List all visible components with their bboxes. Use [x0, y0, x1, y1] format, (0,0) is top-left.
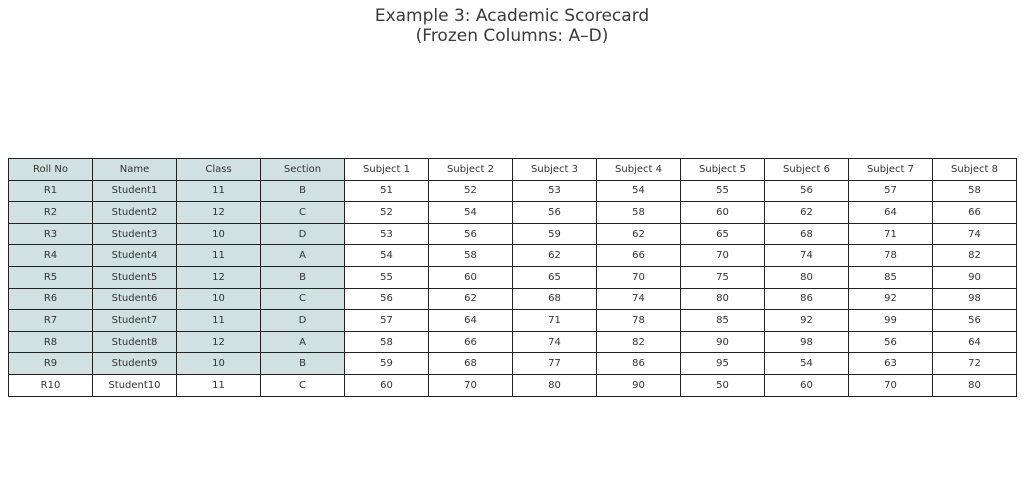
table-cell-subject-5: 95 [681, 353, 765, 375]
table-cell-subject-2: 52 [429, 180, 513, 202]
table-cell-class: 12 [177, 266, 261, 288]
column-header-subject-7: Subject 7 [849, 159, 933, 181]
chart-title-line-2: (Frozen Columns: A–D) [415, 26, 609, 46]
table-cell-subject-8: 82 [933, 245, 1017, 267]
table-cell-subject-7: 78 [849, 245, 933, 267]
table-cell-subject-8: 80 [933, 374, 1017, 396]
column-header-subject-1: Subject 1 [345, 159, 429, 181]
table-cell-roll-no: R2 [9, 202, 93, 224]
table-cell-subject-7: 70 [849, 374, 933, 396]
table-cell-subject-5: 90 [681, 331, 765, 353]
table-cell-name: Student5 [93, 266, 177, 288]
table-cell-subject-4: 54 [597, 180, 681, 202]
table-cell-subject-2: 60 [429, 266, 513, 288]
table-cell-subject-3: 80 [513, 374, 597, 396]
table-cell-subject-3: 53 [513, 180, 597, 202]
table-cell-subject-5: 80 [681, 288, 765, 310]
table-cell-subject-1: 55 [345, 266, 429, 288]
table-row [9, 266, 1017, 288]
table-cell-subject-3: 77 [513, 353, 597, 375]
table-cell-subject-2: 68 [429, 353, 513, 375]
table-cell-subject-4: 86 [597, 353, 681, 375]
table-row [9, 245, 1017, 267]
table-row [9, 353, 1017, 375]
header-row [9, 159, 1017, 181]
table-cell-subject-2: 64 [429, 310, 513, 332]
table-row [9, 374, 1017, 396]
table-cell-roll-no: R6 [9, 288, 93, 310]
table-cell-subject-7: 63 [849, 353, 933, 375]
scorecard-header [9, 159, 1017, 181]
column-header-subject-5: Subject 5 [681, 159, 765, 181]
table-cell-subject-2: 58 [429, 245, 513, 267]
table-cell-name: Student8 [93, 331, 177, 353]
table-cell-section: C [261, 288, 345, 310]
table-cell-subject-1: 57 [345, 310, 429, 332]
table-cell-subject-6: 86 [765, 288, 849, 310]
table-cell-section: C [261, 202, 345, 224]
column-header-roll-no: Roll No [9, 159, 93, 181]
table-cell-roll-no: R3 [9, 223, 93, 245]
table-cell-subject-2: 56 [429, 223, 513, 245]
table-cell-roll-no: R9 [9, 353, 93, 375]
table-cell-roll-no: R1 [9, 180, 93, 202]
table-cell-subject-6: 92 [765, 310, 849, 332]
table-cell-subject-3: 62 [513, 245, 597, 267]
table-cell-section: A [261, 245, 345, 267]
table-cell-subject-2: 66 [429, 331, 513, 353]
scorecard-table [8, 158, 1017, 397]
column-header-class: Class [177, 159, 261, 181]
table-cell-subject-3: 65 [513, 266, 597, 288]
scorecard-body [9, 180, 1017, 396]
table-row [9, 223, 1017, 245]
table-cell-roll-no: R7 [9, 310, 93, 332]
table-cell-subject-6: 62 [765, 202, 849, 224]
table-cell-subject-1: 51 [345, 180, 429, 202]
table-cell-name: Student6 [93, 288, 177, 310]
table-cell-subject-8: 56 [933, 310, 1017, 332]
table-cell-subject-4: 74 [597, 288, 681, 310]
table-cell-section: D [261, 223, 345, 245]
table-cell-name: Student4 [93, 245, 177, 267]
table-cell-class: 11 [177, 245, 261, 267]
table-cell-subject-8: 74 [933, 223, 1017, 245]
table-cell-name: Student2 [93, 202, 177, 224]
table-row [9, 180, 1017, 202]
table-cell-roll-no: R5 [9, 266, 93, 288]
column-header-name: Name [93, 159, 177, 181]
table-cell-subject-7: 56 [849, 331, 933, 353]
table-cell-subject-3: 68 [513, 288, 597, 310]
table-row [9, 288, 1017, 310]
table-cell-subject-4: 62 [597, 223, 681, 245]
chart-title-line-1: Example 3: Academic Scorecard [374, 6, 650, 26]
table-cell-name: Student9 [93, 353, 177, 375]
column-header-subject-6: Subject 6 [765, 159, 849, 181]
column-header-section: Section [261, 159, 345, 181]
table-cell-name: Student7 [93, 310, 177, 332]
table-cell-subject-5: 70 [681, 245, 765, 267]
table-cell-subject-3: 56 [513, 202, 597, 224]
table-cell-subject-6: 74 [765, 245, 849, 267]
table-cell-subject-7: 71 [849, 223, 933, 245]
table-cell-subject-4: 58 [597, 202, 681, 224]
table-cell-subject-1: 56 [345, 288, 429, 310]
table-cell-roll-no: R4 [9, 245, 93, 267]
table-cell-subject-3: 74 [513, 331, 597, 353]
table-cell-section: B [261, 266, 345, 288]
table-cell-subject-2: 62 [429, 288, 513, 310]
table-cell-section: B [261, 353, 345, 375]
table-cell-class: 10 [177, 288, 261, 310]
table-cell-subject-7: 99 [849, 310, 933, 332]
table-cell-subject-6: 80 [765, 266, 849, 288]
table-cell-subject-8: 58 [933, 180, 1017, 202]
table-cell-subject-7: 64 [849, 202, 933, 224]
table-cell-subject-2: 54 [429, 202, 513, 224]
chart-title [0, 6, 1024, 46]
table-cell-subject-5: 65 [681, 223, 765, 245]
table-cell-roll-no: R8 [9, 331, 93, 353]
table-cell-name: Student1 [93, 180, 177, 202]
table-cell-subject-6: 54 [765, 353, 849, 375]
table-cell-subject-4: 70 [597, 266, 681, 288]
table-cell-section: A [261, 331, 345, 353]
table-cell-section: C [261, 374, 345, 396]
table-cell-class: 10 [177, 223, 261, 245]
table-cell-class: 11 [177, 310, 261, 332]
table-cell-subject-4: 66 [597, 245, 681, 267]
table-cell-subject-3: 59 [513, 223, 597, 245]
table-cell-subject-4: 90 [597, 374, 681, 396]
table-cell-section: D [261, 310, 345, 332]
table-cell-subject-1: 59 [345, 353, 429, 375]
table-row [9, 310, 1017, 332]
table-cell-subject-5: 55 [681, 180, 765, 202]
table-cell-subject-8: 90 [933, 266, 1017, 288]
table-cell-subject-8: 72 [933, 353, 1017, 375]
table-cell-subject-5: 50 [681, 374, 765, 396]
table-cell-subject-5: 60 [681, 202, 765, 224]
table-cell-subject-1: 52 [345, 202, 429, 224]
table-cell-subject-4: 78 [597, 310, 681, 332]
table-cell-subject-2: 70 [429, 374, 513, 396]
table-cell-subject-7: 92 [849, 288, 933, 310]
table-cell-subject-6: 60 [765, 374, 849, 396]
table-cell-subject-8: 98 [933, 288, 1017, 310]
table-cell-subject-1: 54 [345, 245, 429, 267]
table-cell-name: Student10 [93, 374, 177, 396]
table-cell-subject-5: 85 [681, 310, 765, 332]
table-cell-class: 12 [177, 202, 261, 224]
column-header-subject-8: Subject 8 [933, 159, 1017, 181]
table-cell-subject-8: 66 [933, 202, 1017, 224]
table-cell-subject-5: 75 [681, 266, 765, 288]
table-cell-class: 11 [177, 180, 261, 202]
table-cell-subject-1: 58 [345, 331, 429, 353]
table-cell-subject-6: 98 [765, 331, 849, 353]
table-cell-subject-6: 56 [765, 180, 849, 202]
table-cell-subject-4: 82 [597, 331, 681, 353]
table-row [9, 202, 1017, 224]
table-cell-subject-7: 57 [849, 180, 933, 202]
column-header-subject-2: Subject 2 [429, 159, 513, 181]
table-cell-roll-no: R10 [9, 374, 93, 396]
table-row [9, 331, 1017, 353]
table-cell-subject-6: 68 [765, 223, 849, 245]
table-cell-class: 10 [177, 353, 261, 375]
table-cell-subject-3: 71 [513, 310, 597, 332]
table-cell-subject-1: 53 [345, 223, 429, 245]
table-cell-subject-8: 64 [933, 331, 1017, 353]
table-cell-class: 12 [177, 331, 261, 353]
table-cell-class: 11 [177, 374, 261, 396]
column-header-subject-3: Subject 3 [513, 159, 597, 181]
table-cell-name: Student3 [93, 223, 177, 245]
table-cell-subject-7: 85 [849, 266, 933, 288]
column-header-subject-4: Subject 4 [597, 159, 681, 181]
table-cell-subject-1: 60 [345, 374, 429, 396]
table-cell-section: B [261, 180, 345, 202]
